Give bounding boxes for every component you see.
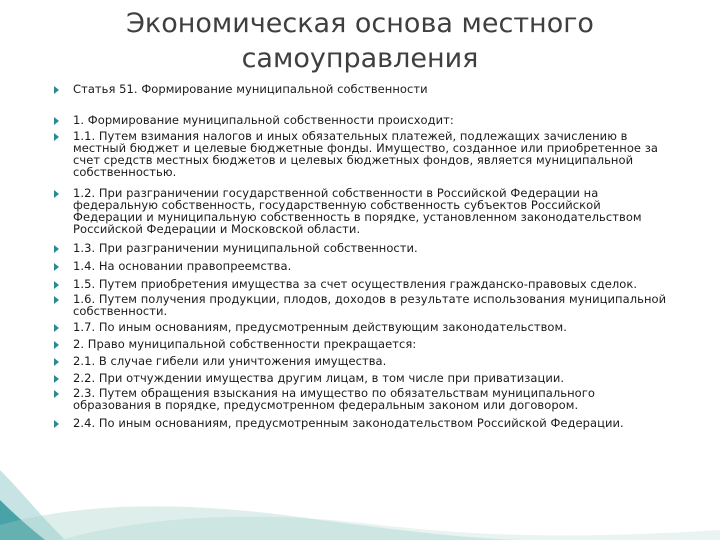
list-item-text: 1.6. Путем получения продукции, плодов, доходов в результате использования муниципальной собственности.: [73, 292, 667, 318]
bullet-arrow-icon: [54, 86, 59, 94]
list-item-text: 2.1. В случае гибели или уничтожения имущества.: [73, 354, 387, 368]
list-item-text: 1. Формирование муниципальной собственности происходит:: [73, 113, 454, 127]
list-item-text: 2.4. По иным основаниям, предусмотренным законодательством Российской Федерации.: [73, 416, 624, 430]
list-item-text: 1.2. При разграничении государственной собственности в Российской Федерации на федеральную собственность, государственную собственность субъектов Российской Федерации и муниципальную собственность в порядке, установленном законодательством Российской Федерации и Московской области.: [73, 186, 642, 236]
bullet-arrow-icon: [54, 375, 59, 383]
list-item-text: 1.7. По иным основаниям, предусмотренным действующим законодательством.: [73, 320, 567, 334]
bullet-arrow-icon: [54, 190, 59, 198]
bullet-arrow-icon: [54, 263, 59, 271]
list-item-text: 2.2. При отчуждении имущества другим лицам, в том числе при приватизации.: [73, 371, 565, 385]
decorative-background-shapes: [0, 430, 720, 540]
bullet-arrow-icon: [54, 296, 59, 304]
bullet-arrow-icon: [54, 358, 59, 366]
list-item-text: 1.5. Путем приобретения имущества за счет осуществления гражданско-правовых сделок.: [73, 277, 638, 291]
bullet-arrow-icon: [54, 420, 59, 428]
list-item-text: Статья 51. Формирование муниципальной собственности: [73, 82, 428, 96]
list-item-text: 2. Право муниципальной собственности прекращается:: [73, 337, 417, 351]
bullet-arrow-icon: [54, 245, 59, 253]
bullet-arrow-icon: [54, 324, 59, 332]
list-item-text: 1.1. Путем взимания налогов и иных обязательных платежей, подлежащих зачислению в местный бюджет и целевые бюджетные фонды. Имущество, созданное или приобретенное за счет средств местных бюджетов и целевых бюджетных фондов, является муниципальной собственностью.: [73, 129, 659, 179]
page-title: Экономическая основа местного самоуправления: [126, 8, 594, 74]
bullet-arrow-icon: [54, 133, 59, 141]
list-item-text: 2.3. Путем обращения взыскания на имущество по обязательствам муниципального образования в порядке, предусмотренном федеральным законом или договором.: [73, 386, 595, 412]
bullet-arrow-icon: [54, 341, 59, 349]
bullet-arrow-icon: [54, 390, 59, 398]
list-item-text: 1.3. При разграничении муниципальной собственности.: [73, 241, 418, 255]
bullet-arrow-icon: [54, 281, 59, 289]
list-item-text: 1.4. На основании правопреемства.: [73, 259, 292, 273]
bullet-arrow-icon: [54, 117, 59, 125]
